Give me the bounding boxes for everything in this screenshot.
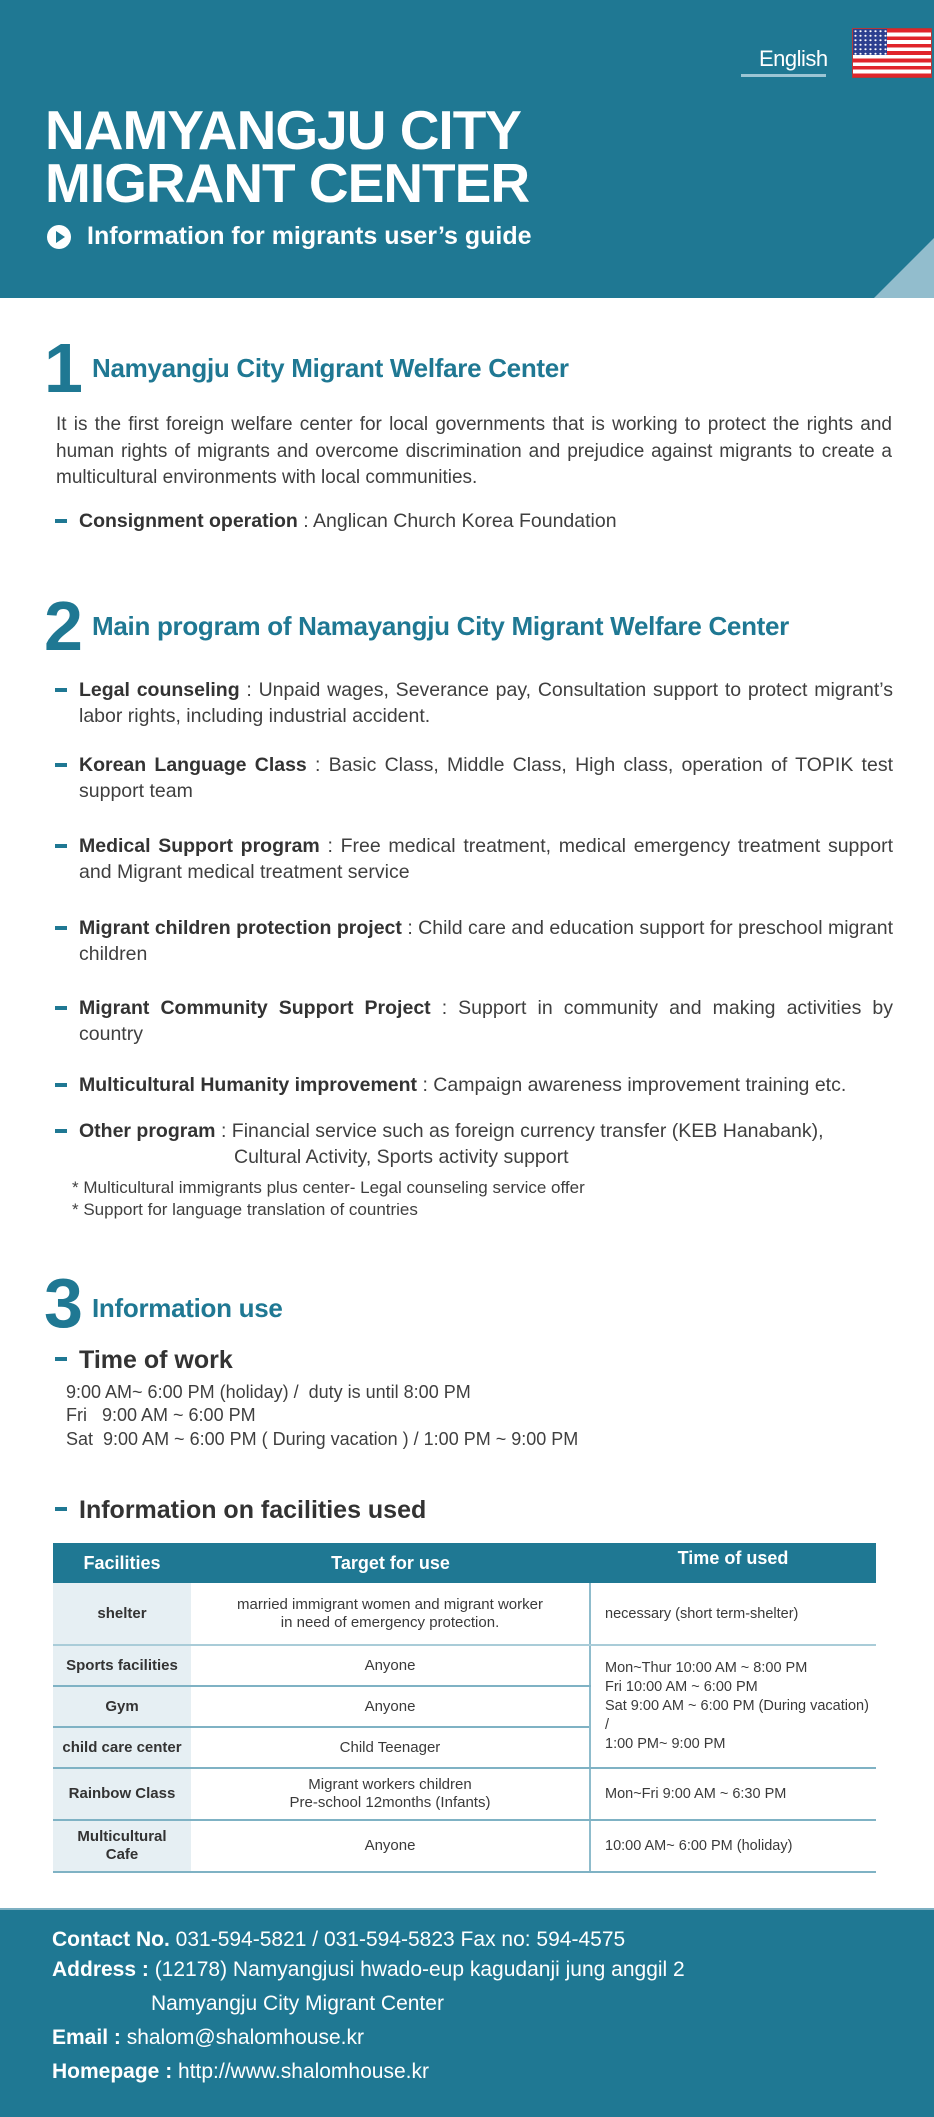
bullet-dash-icon [55, 1507, 67, 1511]
program-item [55, 1072, 893, 1098]
facilities-heading [55, 1496, 426, 1525]
program-text: : Support in community and making activities by country [79, 997, 893, 1045]
table-row [53, 1583, 876, 1645]
address [52, 1956, 685, 1984]
language-underline [741, 74, 826, 77]
bullet-dash-icon [55, 926, 67, 930]
header-corner-triangle [874, 238, 934, 298]
contact-value[interactable]: 031-594-5821 / 031-594-5823 Fax no: 594-4575 [169, 1928, 626, 1951]
us-flag-icon[interactable] [852, 28, 932, 78]
play-circle-icon [47, 225, 71, 249]
bullet-dash-icon [55, 1083, 67, 1087]
program-label: Legal counseling [79, 679, 240, 701]
program-item [55, 995, 893, 1047]
consignment-item [55, 508, 893, 534]
target-line: in need of emergency protection. [280, 1613, 500, 1631]
target-line: Migrant workers children [308, 1776, 472, 1793]
facility-time: Mon~Fri 9:00 AM ~ 6:30 PM [590, 1768, 876, 1820]
work-hours-line: Fri 9:00 AM ~ 6:00 PM [66, 1405, 256, 1425]
address-line-2: Namyangju City Migrant Center [151, 1992, 444, 2015]
facility-name [53, 1820, 191, 1872]
program-label: Korean Language Class [79, 754, 307, 776]
facility-target: Anyone [191, 1686, 590, 1727]
section-title: Information use [92, 1293, 283, 1323]
facility-name: Rainbow Class [53, 1768, 191, 1820]
facility-name-line: Multicultural [77, 1828, 167, 1845]
section-title: Namyangju City Migrant Welfare Center [92, 353, 569, 383]
program-text: : Unpaid wages, Severance pay, Consultation support to protect migrant’s labor rights, including industrial accident. [79, 679, 893, 727]
consignment-value: : Anglican Church Korea Foundation [297, 510, 617, 532]
program-label: Other program [79, 1120, 216, 1142]
column-header-target: Target for use [191, 1543, 590, 1583]
time-of-work-title: Time of work [79, 1346, 233, 1374]
program-label: Multicultural Humanity improvement [79, 1074, 418, 1096]
bullet-dash-icon [55, 519, 67, 523]
target-line: Pre-school 12months (Infants) [289, 1794, 491, 1811]
title-line-1: NAMYANGJU CITY [45, 99, 521, 161]
time-line: 1:00 PM~ 9:00 PM [605, 1736, 726, 1752]
facility-name: child care center [53, 1727, 191, 1768]
facility-target [191, 1583, 590, 1645]
time-line: Mon~Thur 10:00 AM ~ 8:00 PM [605, 1660, 808, 1676]
facility-time: necessary (short term-shelter) [590, 1583, 876, 1645]
section-title: Main program of Namayangju City Migrant Welfare Center [92, 611, 789, 641]
title-line-2: MIGRANT CENTER [45, 152, 530, 214]
bullet-dash-icon [55, 1357, 67, 1361]
program-label: Medical Support program [79, 835, 320, 857]
facility-target [191, 1768, 590, 1820]
facility-target: Child Teenager [191, 1727, 590, 1768]
email [52, 2024, 364, 2052]
address-label: Address : [52, 1958, 149, 1981]
program-text: : Free medical treatment, medical emergency treatment support and Migrant medical treatment service [79, 835, 893, 883]
bullet-dash-icon [55, 844, 67, 848]
bullet-dash-icon [55, 763, 67, 767]
time-line: Sat 9:00 AM ~ 6:00 PM (During vacation) / [605, 1698, 869, 1733]
table-row [53, 1768, 876, 1820]
homepage [52, 2058, 429, 2086]
homepage-label: Homepage : [52, 2060, 173, 2083]
section-number: 3 [44, 1264, 80, 1342]
table-header-row [53, 1543, 876, 1583]
program-text: : Child care and education support for preschool migrant children [79, 917, 893, 965]
program-text-line-2: Cultural Activity, Sports activity support [234, 1146, 569, 1168]
section-number: 2 [44, 587, 80, 665]
table-row [53, 1820, 876, 1872]
page-header [0, 0, 934, 298]
contact-label: Contact No. [52, 1928, 170, 1951]
program-text: : Basic Class, Middle Class, High class, operation of TOPIK test support team [79, 754, 893, 802]
facility-name: Sports facilities [53, 1645, 191, 1686]
facilities-title: Information on facilities used [79, 1496, 427, 1524]
program-label: Migrant Community Support Project [79, 997, 431, 1019]
page-title [45, 99, 530, 214]
bullet-dash-icon [55, 688, 67, 692]
section-description: It is the first foreign welfare center for local governments that is working to protect the rights and human rights of migrants and overcome discrimination and prejudice against migrants to create a multicultural environments with local communities. [56, 414, 892, 488]
language-label[interactable]: English [759, 46, 828, 71]
section-number: 1 [44, 329, 80, 407]
program-text: : Campaign awareness improvement training etc. [417, 1074, 847, 1096]
target-line: married immigrant women and migrant worker [237, 1595, 543, 1613]
facility-name-line: Cafe [105, 1846, 139, 1863]
program-item [55, 677, 893, 729]
facility-name: Gym [53, 1686, 191, 1727]
facility-target: Anyone [191, 1820, 590, 1872]
contact-number [52, 1926, 625, 1954]
language-selector[interactable] [741, 24, 910, 80]
column-header-facilities: Facilities [53, 1543, 191, 1583]
facility-name: shelter [53, 1583, 191, 1645]
facility-time: 10:00 AM~ 6:00 PM (holiday) [590, 1820, 876, 1872]
email-link[interactable]: shalom@shalomhouse.kr [120, 2026, 364, 2049]
subtitle-text: Information for migrants user’s guide [87, 222, 532, 250]
table-row [53, 1645, 876, 1686]
bullet-dash-icon [55, 1129, 67, 1133]
program-item [55, 915, 893, 967]
program-text: : Financial service such as foreign currency transfer (KEB Hanabank), [215, 1120, 824, 1142]
email-label: Email : [52, 2026, 121, 2049]
program-label: Migrant children protection project [79, 917, 402, 939]
program-note: * Support for language translation of countries [72, 1200, 418, 1219]
program-item [55, 1118, 893, 1170]
contact-footer [0, 1908, 934, 2117]
program-note: * Multicultural immigrants plus center- Legal counseling service offer [72, 1178, 585, 1197]
facilities-table [53, 1543, 876, 1873]
flag-canton [853, 29, 887, 55]
bullet-dash-icon [55, 1006, 67, 1010]
facility-time-shared [590, 1645, 876, 1768]
work-hours-line: 9:00 AM~ 6:00 PM (holiday) / duty is until 8:00 PM [66, 1382, 471, 1402]
page-subtitle [47, 222, 532, 251]
program-item [55, 752, 893, 804]
work-hours-line: Sat 9:00 AM ~ 6:00 PM ( During vacation ) / 1:00 PM ~ 9:00 PM [66, 1429, 579, 1449]
homepage-link[interactable]: http://www.shalomhouse.kr [172, 2060, 429, 2083]
facility-target: Anyone [191, 1645, 590, 1686]
column-header-time: Time of used [590, 1543, 876, 1583]
time-of-work-heading [55, 1346, 233, 1375]
consignment-label: Consignment operation [79, 510, 298, 532]
time-line: Fri 10:00 AM ~ 6:00 PM [605, 1679, 758, 1695]
program-item [55, 833, 893, 885]
address-line-1: (12178) Namyangjusi hwado-eup kagudanji jung anggil 2 [148, 1958, 685, 1981]
